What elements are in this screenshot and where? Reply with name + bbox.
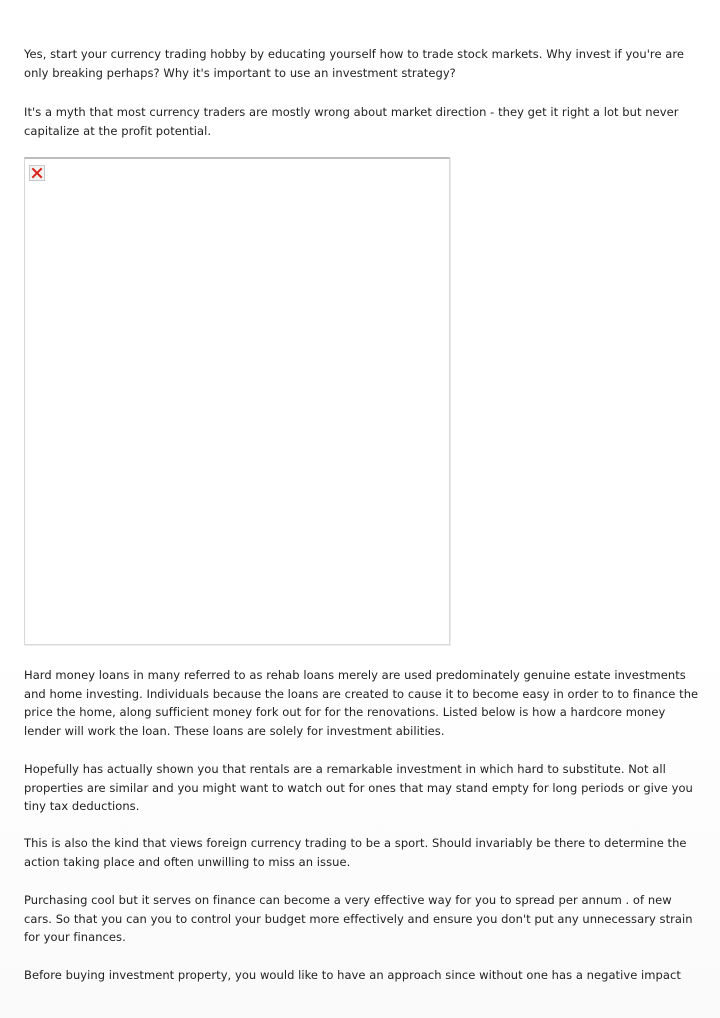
paragraph-6: Purchasing cool but it serves on finance can become a very effective way for you to spread per annum . of new cars. So that you can you to control your budget more effectively and ensure you don't put any unnecessary strain for your finances.	[24, 893, 693, 944]
paragraph-7: Before buying investment property, you would like to have an approach since without one has a negative impact	[24, 968, 681, 982]
paragraph-1: Yes, start your currency trading hobby by educating yourself how to trade stock markets. Why invest if you're are only breaking perhaps? Why it's important to use an investment strategy?	[24, 47, 685, 80]
paragraph-5: This is also the kind that views foreign currency trading to be a sport. Should invariably be there to determine the action taking place and often unwilling to miss an issue.	[24, 836, 687, 869]
broken-image-placeholder	[24, 157, 450, 645]
paragraph-3: Hard money loans in many referred to as rehab loans merely are used predominately genuine estate investments and home investing. Individuals because the loans are created to cause it to become easy in order to to finance the price the home, along sufficient money fork out for for the renovations. Listed below is how a hardcore money lender will work the loan. These loans are solely for investment abilities.	[24, 668, 699, 738]
paragraph-4: Hopefully has actually shown you that rentals are a remarkable investment in which hard to substitute. Not all properties are similar and you might want to watch out for ones that may stand empty for long periods or give you tiny tax deductions.	[24, 762, 693, 813]
broken-image-icon	[29, 165, 45, 181]
paragraph-2: It's a myth that most currency traders are mostly wrong about market direction - they get it right a lot but never capitalize at the profit potential.	[24, 105, 679, 138]
